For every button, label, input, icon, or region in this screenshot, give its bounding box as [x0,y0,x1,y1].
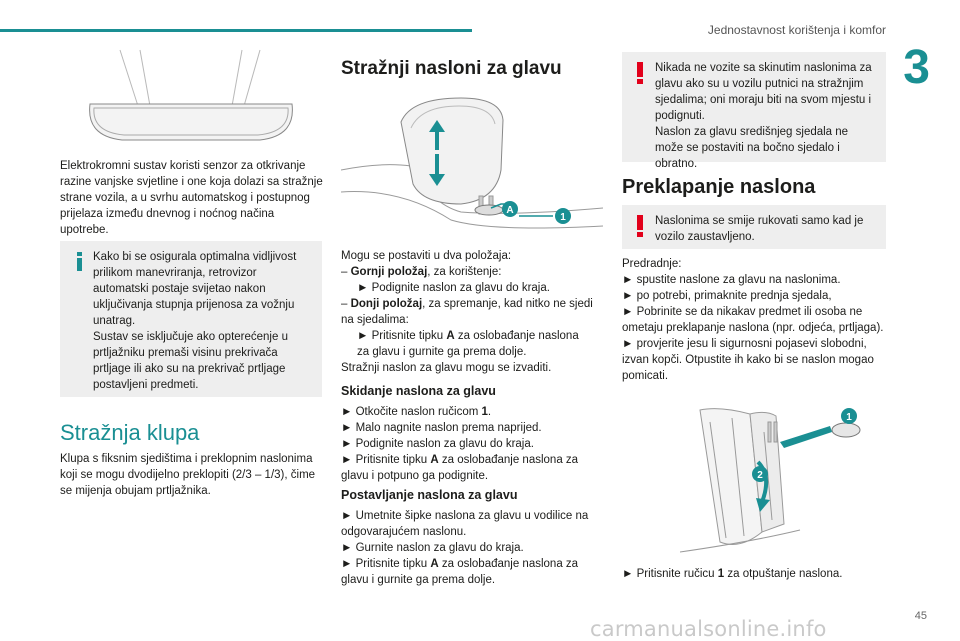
callout-1-label: 1 [846,412,852,423]
page-number: 45 [914,610,927,622]
removal-step-1: ► Otkočite naslon ručicom 1. [341,406,492,418]
warning-icon [629,213,651,239]
preparations-label: Predradnje: [622,258,682,270]
header-title: Jednostavnost korištenja i komfor [707,23,886,37]
section-title-rear-bench: Stražnja klupa [60,420,200,445]
watermark: carmanualsonline.info [590,617,827,641]
col1-paragraph-1: Elektrokromni sustav koristi senzor za otkrivanje razine vanjske svjetline i one koja dolazi sa stražnje strane vozila, a u svrhu automatskog i postupnog prijelaza između dnevnog i noćnog načina upotrebe. [60,160,323,236]
col1-paragraph-2: Klupa s fiksnim sjedištima i preklopnim naslonima koji se mogu dvodijelno preklopiti (2/3 – 1/3), čime se mijenja obujam prtljažnika. [60,453,316,497]
folding-preparations [622,256,887,384]
col2-positions [341,248,606,376]
prep-step-1: ► spustite naslone za glavu na naslonima. [622,274,841,286]
warning-text-2: Naslonima se smije rukovati samo kad je vozilo zaustavljeno. [655,215,864,243]
positions-intro: Mogu se postaviti u dva položaja: [341,250,512,262]
position-upper: – Gornji položaj, za korištenje: [341,266,502,278]
chapter-number: 3 [903,41,930,94]
info-icon [69,250,91,272]
info-box-text: Kako bi se osigurala optimalna vidljivost prilikom manevriranja, retrovizor automatski postaje svijetao nakon uključivanja stupnja prijenosa za vožnju unatrag. Sustav se isključuje ako opterećenje u prtljažniku premaši visinu prekrivača prtljage ili ako su na prekrivač prtljage postavljeni predmeti. [93,251,297,391]
rearview-mirror-illustration [60,44,322,152]
rear-seat-folding-illustration [680,402,880,562]
section-title-folding: Preklapanje naslona [622,176,816,198]
subsection-removal: Skidanje naslona za glavu [341,384,496,398]
warning-box-folding [622,205,886,249]
prep-step-3: ► Pobrinite se da nikakav predmet ili osoba ne ometaju preklapanje naslona (npr. odjeća, prtljaga). [622,306,884,334]
position-upper-step: ► Podignite naslon za glavu do kraja. [357,282,550,294]
subsection-installation: Postavljanje naslona za glavu [341,488,518,502]
callout-2-label: 2 [757,470,763,481]
removal-step-2: ► Malo nagnite naslon prema naprijed. [341,422,542,434]
install-step-3: ► Pritisnite tipku A za oslobađanje naslona za glavu i gurnite ga prema dolje. [341,558,579,586]
removable-note: Stražnji naslon za glavu mogu se izvaditi. [341,362,552,374]
headrest-illustration [341,92,603,242]
warning-box-headrests [622,52,886,170]
removal-steps [341,404,606,484]
prep-step-2: ► po potrebi, primaknite prednja sjedala, [622,290,832,302]
removal-step-4: ► Pritisnite tipku A za oslobađanje naslona za glavu i potpuno ga podignite. [341,454,579,482]
removal-step-3: ► Podignite naslon za glavu do kraja. [341,438,534,450]
installation-steps [341,508,606,588]
header-accent-bar [0,29,472,32]
install-step-2: ► Gurnite naslon za glavu do kraja. [341,542,524,554]
position-lower: – Donji položaj, za spremanje, kad nitko ne sjedi na sjedalima: [341,298,593,326]
position-lower-step: ► Pritisnite tipku A za oslobađanje naslona za glavu i gurnite ga prema dolje. [357,330,579,358]
info-box-mirror [60,241,322,397]
install-step-1: ► Umetnite šipke naslona za glavu u vodilice na odgovarajućem naslonu. [341,510,589,538]
callout-a-label: A [506,205,514,216]
warning-text-1: Nikada ne vozite sa skinutim naslonima za glavu ako su u vozilu putnici na stražnjim sjedalima; oni moraju biti na svom mjestu i podignuti. Naslon za glavu središnjeg sjedala ne može se postaviti na bočno sjedalo i obratno. [655,62,872,170]
section-title-headrests: Stražnji nasloni za glavu [341,58,562,79]
prep-step-4: ► provjerite jesu li sigurnosni pojasevi slobodni, izvan kopči. Otpustite ih kako bi se naslon mogao pomicati. [622,338,874,382]
warning-icon [629,60,651,86]
release-lever-step: ► Pritisnite ručicu 1 za otpuštanje naslona. [622,568,843,580]
callout-1-label: 1 [560,212,566,223]
